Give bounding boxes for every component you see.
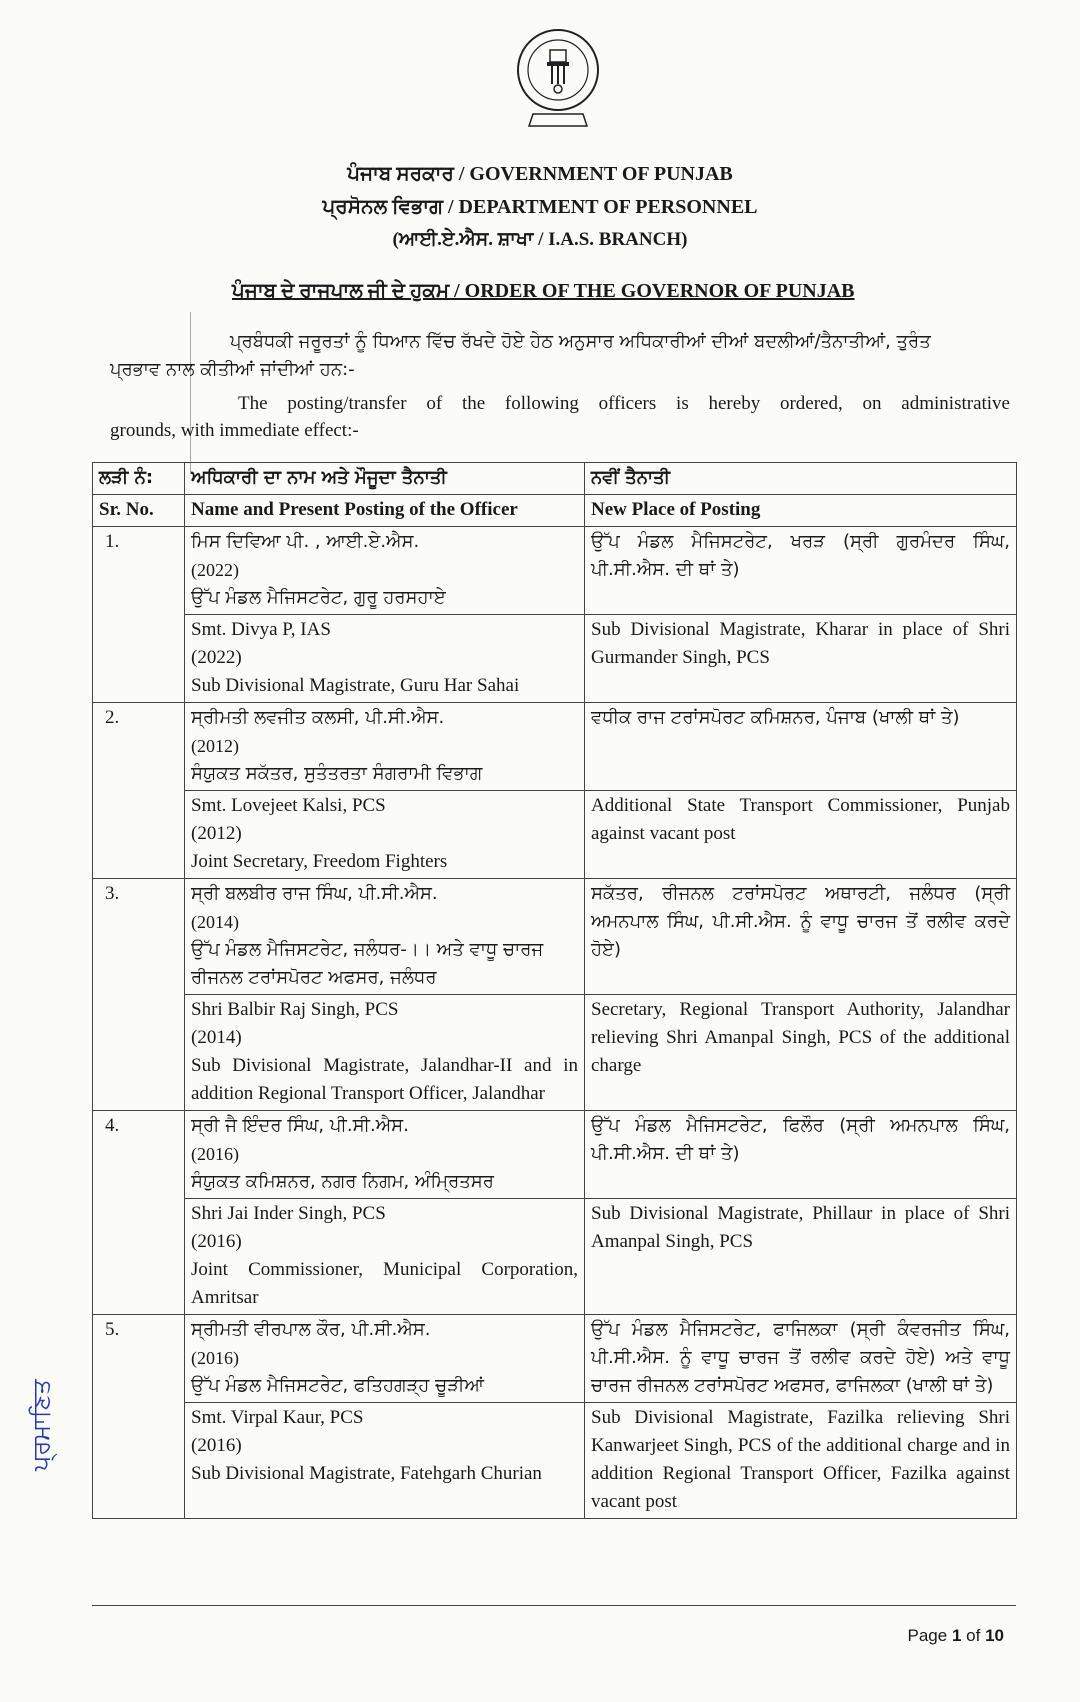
officer-name-pa: ਸ੍ਰੀਮਤੀ ਲਵਜੀਤ ਕਲਸੀ, ਪੀ.ਸੀ.ਐਸ. <box>191 707 445 728</box>
row-sr-no: 4. <box>93 1111 185 1315</box>
officer-present-post-en: Sub Divisional Magistrate, Jalandhar-II and in addition Regional Transport Officer, Jalandhar <box>191 1055 578 1104</box>
officer-present-post-pa: ਉੱਪ ਮੰਡਲ ਮੈਜਿਸਟਰੇਟ, ਗੁਰੂ ਹਰਸਹਾਏ <box>191 587 446 608</box>
row-sr-no: 2. <box>93 703 185 879</box>
row-new-post-en: Sub Divisional Magistrate, Phillaur in place of Shri Amanpal Singh, PCS <box>585 1199 1017 1315</box>
officer-batch-pa: (2022) <box>191 560 239 580</box>
table-row-punjabi <box>93 1111 1017 1199</box>
officer-batch-pa: (2014) <box>191 912 239 932</box>
row-officer-pa <box>185 1315 585 1403</box>
header-new-pa: ਨਵੀਂ ਤੈਨਾਤੀ <box>585 463 1017 495</box>
officer-name-en: Smt. Lovejeet Kalsi, PCS <box>191 795 386 816</box>
page-total: 10 <box>985 1626 1004 1645</box>
officer-present-post-en: Sub Divisional Magistrate, Fatehgarh Churian <box>191 1463 542 1484</box>
handwritten-attestation <box>18 1290 64 1480</box>
table-row-english <box>93 995 1017 1111</box>
row-new-post-pa: ਉੱਪ ਮੰਡਲ ਮੈਜਿਸਟਰੇਟ, ਫਿਲੌਰ (ਸ੍ਰੀ ਅਮਨਪਾਲ ਸਿੰਘ, ਪੀ.ਸੀ.ਐਸ. ਦੀ ਥਾਂ ਤੇ) <box>585 1111 1017 1199</box>
officer-batch-en: (2012) <box>191 823 242 844</box>
intro-english-line-2: grounds, with immediate effect:- <box>110 420 359 441</box>
row-new-post-pa: ਉੱਪ ਮੰਡਲ ਮੈਜਿਸਟਰੇਟ, ਫਾਜਿਲਕਾ (ਸ੍ਰੀ ਕੰਵਰਜੀਤ ਸਿੰਘ, ਪੀ.ਸੀ.ਐਸ. ਨੂੰ ਵਾਧੂ ਚਾਰਜ ਤੋਂ ਰਲੀਵ ਕਰਦੇ ਹੋਏ) ਅਤੇ ਵਾਧੂ ਚਾਰਜ ਰੀਜਨਲ ਟਰਾਂਸਪੋਰਟ ਅਫਸਰ, ਫਾਜਿਲਕਾ (ਖਾਲੀ ਥਾਂ ਤੇ) <box>585 1315 1017 1403</box>
officer-name-pa: ਮਿਸ ਦਿਵਿਆ ਪੀ. , ਆਈ.ਏ.ਐਸ. <box>191 531 420 552</box>
officer-batch-pa: (2012) <box>191 736 239 756</box>
attestation-text: ਪ੍ਰਮਾਣਿਤ <box>27 1379 55 1471</box>
row-sr-no: 1. <box>93 527 185 703</box>
table-row-punjabi <box>93 703 1017 791</box>
table-header-english <box>93 495 1017 527</box>
table-row-punjabi <box>93 1315 1017 1403</box>
punjab-govt-emblem-icon <box>513 26 603 132</box>
header-name-en: Name and Present Posting of the Officer <box>185 495 585 527</box>
header-government: ਪੰਜਾਬ ਸਰਕਾਰ / GOVERNMENT OF PUNJAB <box>347 163 733 185</box>
row-new-post-pa: ਸਕੱਤਰ, ਰੀਜਨਲ ਟਰਾਂਸਪੋਰਟ ਅਥਾਰਟੀ, ਜਲੰਧਰ (ਸ੍ਰੀ ਅਮਨਪਾਲ ਸਿੰਘ, ਪੀ.ਸੀ.ਐਸ. ਨੂੰ ਵਾਧੂ ਚਾਰਜ ਤੋਂ ਰਲੀਵ ਕਰਦੇ ਹੋਏ) <box>585 879 1017 995</box>
row-officer-pa <box>185 1111 585 1199</box>
officer-name-en: Smt. Virpal Kaur, PCS <box>191 1407 364 1428</box>
margin-rule <box>190 312 191 472</box>
page-number <box>908 1626 1004 1646</box>
row-officer-en <box>185 1199 585 1315</box>
officer-present-post-pa: ਉੱਪ ਮੰਡਲ ਮੈਜਿਸਟਰੇਟ, ਫਤਿਹਗੜ੍ਹ ਚੂੜੀਆਂ <box>191 1375 485 1396</box>
officer-name-pa: ਸ੍ਰੀਮਤੀ ਵੀਰਪਾਲ ਕੌਰ, ਪੀ.ਸੀ.ਐਸ. <box>191 1319 431 1340</box>
officer-present-post-en: Sub Divisional Magistrate, Guru Har Sahai <box>191 675 520 696</box>
order-title: ਪੰਜਾਬ ਦੇ ਰਾਜਪਾਲ ਜੀ ਦੇ ਹੁਕਮ / ORDER OF THE GOVERNOR OF PUNJAB <box>232 280 855 302</box>
officer-present-post-pa: ਸੰਯੁਕਤ ਸਕੱਤਰ, ਸੁਤੰਤਰਤਾ ਸੰਗਰਾਮੀ ਵਿਭਾਗ <box>191 763 483 784</box>
header-department: ਪ੍ਰਸੋਨਲ ਵਿਭਾਗ / DEPARTMENT OF PERSONNEL <box>322 196 758 218</box>
table-row-english <box>93 791 1017 879</box>
postings-table <box>92 462 1017 1519</box>
header-name-pa: ਅਧਿਕਾਰੀ ਦਾ ਨਾਮ ਅਤੇ ਮੌਜੂਦਾ ਤੈਨਾਤੀ <box>185 463 585 495</box>
row-officer-pa <box>185 879 585 995</box>
officer-batch-en: (2014) <box>191 1027 242 1048</box>
header-sr-pa: ਲੜੀ ਨੰ: <box>93 463 185 495</box>
header-sr-en: Sr. No. <box>93 495 185 527</box>
officer-present-post-pa: ਸੰਯੁਕਤ ਕਮਿਸ਼ਨਰ, ਨਗਰ ਨਿਗਮ, ਅੰਮ੍ਰਿਤਸਰ <box>191 1171 494 1192</box>
officer-batch-en: (2016) <box>191 1435 242 1456</box>
row-new-post-pa: ਉੱਪ ਮੰਡਲ ਮੈਜਿਸਟਰੇਟ, ਖਰੜ (ਸ੍ਰੀ ਗੁਰਮੰਦਰ ਸਿੰਘ, ਪੀ.ਸੀ.ਐਸ. ਦੀ ਥਾਂ ਤੇ) <box>585 527 1017 615</box>
row-sr-no: 5. <box>93 1315 185 1519</box>
officer-present-post-en: Joint Commissioner, Municipal Corporation, Amritsar <box>191 1259 578 1308</box>
officer-name-en: Smt. Divya P, IAS <box>191 619 331 640</box>
row-new-post-pa: ਵਧੀਕ ਰਾਜ ਟਰਾਂਸਪੋਰਟ ਕਮਿਸ਼ਨਰ, ਪੰਜਾਬ (ਖਾਲੀ ਥਾਂ ਤੇ) <box>585 703 1017 791</box>
officer-batch-en: (2016) <box>191 1231 242 1252</box>
table-row-english <box>93 1199 1017 1315</box>
intro-punjabi-line-2: ਪ੍ਰਭਾਵ ਨਾਲ ਕੀਤੀਆਂ ਜਾਂਦੀਆਂ ਹਨ:- <box>110 359 355 380</box>
table-row-punjabi <box>93 527 1017 615</box>
row-officer-pa <box>185 527 585 615</box>
row-new-post-en: Sub Divisional Magistrate, Fazilka relieving Shri Kanwarjeet Singh, PCS of the additional charge and in addition Regional Transport Officer, Fazilka against vacant post <box>585 1403 1017 1519</box>
row-officer-pa <box>185 703 585 791</box>
row-officer-en <box>185 995 585 1111</box>
page-current: 1 <box>951 1626 962 1645</box>
table-row-english <box>93 1403 1017 1519</box>
officer-batch-en: (2022) <box>191 647 242 668</box>
header-new-en: New Place of Posting <box>585 495 1017 527</box>
intro-punjabi-line-1: ਪ੍ਰਬੰਧਕੀ ਜਰੂਰਤਾਂ ਨੂੰ ਧਿਆਨ ਵਿੱਚ ਰੱਖਦੇ ਹੋਏ ਹੇਠ ਅਨੁਸਾਰ ਅਧਿਕਾਰੀਆਂ ਦੀਆਂ ਬਦਲੀਆਂ/ਤੈਨਾਤੀਆਂ, ਤੁਰੰਤ <box>230 331 931 352</box>
page-of: of <box>966 1626 981 1645</box>
page-label: Page <box>907 1626 948 1645</box>
table-row-english <box>93 615 1017 703</box>
row-new-post-en: Additional State Transport Commissioner, Punjab against vacant post <box>585 791 1017 879</box>
table-row-punjabi <box>93 879 1017 995</box>
officer-present-post-pa: ਉੱਪ ਮੰਡਲ ਮੈਜਿਸਟਰੇਟ, ਜਲੰਧਰ-।। ਅਤੇ ਵਾਧੂ ਚਾਰਜ ਰੀਜਨਲ ਟਰਾਂਸਪੋਰਟ ਅਫਸਰ, ਜਲੰਧਰ <box>191 939 544 988</box>
row-officer-en <box>185 1403 585 1519</box>
officer-name-pa: ਸ੍ਰੀ ਜੈ ਇੰਦਰ ਸਿੰਘ, ਪੀ.ਸੀ.ਐਸ. <box>191 1115 409 1136</box>
officer-name-en: Shri Jai Inder Singh, PCS <box>191 1203 386 1224</box>
officer-name-en: Shri Balbir Raj Singh, PCS <box>191 999 399 1020</box>
footer-rule <box>92 1605 1016 1606</box>
officer-present-post-en: Joint Secretary, Freedom Fighters <box>191 851 448 872</box>
row-officer-en <box>185 791 585 879</box>
row-new-post-en: Secretary, Regional Transport Authority, Jalandhar relieving Shri Amanpal Singh, PCS of the additional charge <box>585 995 1017 1111</box>
header-branch: (ਆਈ.ਏ.ਐਸ. ਸ਼ਾਖਾ / I.A.S. BRANCH) <box>392 229 688 250</box>
officer-batch-pa: (2016) <box>191 1144 239 1164</box>
row-new-post-en: Sub Divisional Magistrate, Kharar in place of Shri Gurmander Singh, PCS <box>585 615 1017 703</box>
intro-english-line-1: The posting/transfer of the following officers is hereby ordered, on administrative <box>238 393 1010 414</box>
row-sr-no: 3. <box>93 879 185 1111</box>
table-header-punjabi <box>93 463 1017 495</box>
officer-name-pa: ਸ੍ਰੀ ਬਲਬੀਰ ਰਾਜ ਸਿੰਘ, ਪੀ.ਸੀ.ਐਸ. <box>191 883 438 904</box>
row-officer-en <box>185 615 585 703</box>
officer-batch-pa: (2016) <box>191 1348 239 1368</box>
